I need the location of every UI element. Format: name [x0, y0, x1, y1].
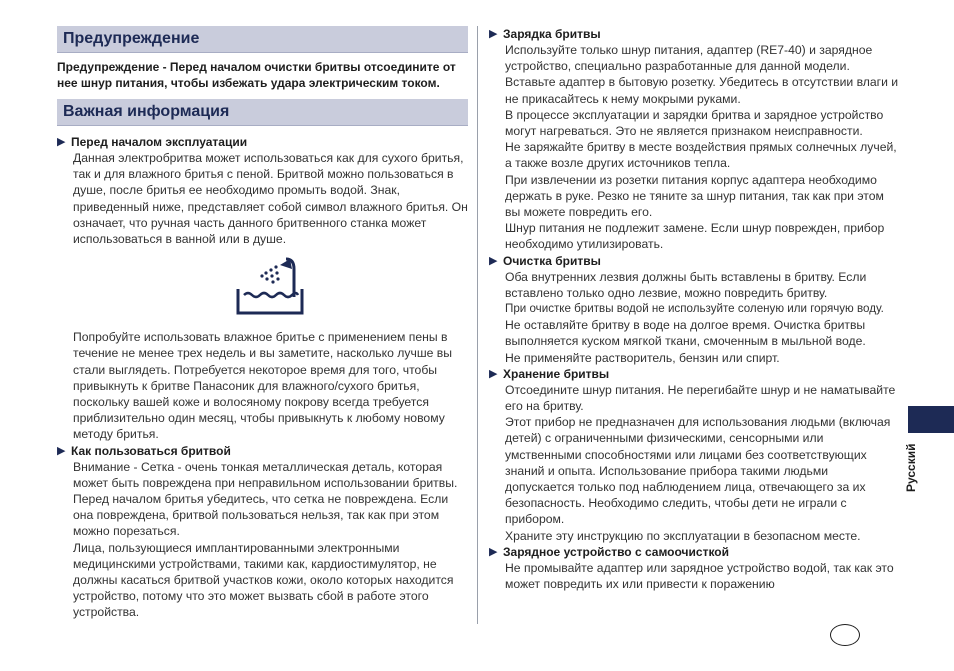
item-heading-how-to-use — [57, 443, 468, 459]
language-tab-marker — [908, 406, 954, 433]
triangle-right-icon: ▶ — [57, 444, 66, 457]
heading-text: Как пользоваться бритвой — [71, 443, 231, 458]
important-header: Важная информация — [57, 99, 468, 126]
paragraph: Лица, пользующиеся имплантированными электронными медицинскими устройствами, такими как, кардиостимулятор, не должны касаться бритвой участков кожи, около которых находится устройство, потому что это может вызвать сбой в работе этого устройства. — [73, 540, 454, 620]
heading-text: Перед началом эксплуатации — [71, 135, 248, 149]
paragraph: Оба внутренних лезвия должны быть вставлены в бритву. Если вставлено только одно лезвие, можно повредить бритву. — [505, 269, 867, 300]
paragraph: Внимание - Сетка - очень тонкая металлическая деталь, которая может быть повреждена при неправильном использовании бритвы. Перед началом бритья убедитесь, что сетка не повреждена. Если она повреждена, бритвой пользоваться нельзя, так как при этом можно порезаться. — [73, 459, 458, 539]
paragraph: Не промывайте адаптер или зарядное устройство водой, так как это может повредить их или привести к поражению — [505, 560, 894, 592]
item-heading-self-cleaning — [489, 544, 899, 560]
triangle-right-icon: ▶ — [489, 28, 498, 40]
paragraph: Попробуйте использовать влажное бритье с применением пены в течение не менее трех недель и вы заметите, насколько лучше вы стали выглядеть. Потребуется некоторое время для того, чтобы привыкнуть к бритве Панасоник для влажного/сухого бритья, поскольку вашей коже и волосяному покрову всегда требуется приблизительно один месяц, чтобы привыкнуть к любому новому методу бритья. — [73, 330, 453, 442]
triangle-right-icon: ▶ — [57, 136, 66, 148]
item-heading-before-use — [57, 134, 468, 150]
paragraph: Храните эту инструкцию по эксплуатации в безопасном месте. — [505, 528, 861, 543]
symbol-area — [57, 247, 468, 329]
heading-text: Очистка бритвы — [503, 253, 601, 268]
paragraph: В процессе эксплуатации и зарядки бритва и зарядное устройство могут нагреваться. Это не является признаком неисправности. — [505, 107, 884, 139]
paragraph: Этот прибор не предназначен для использования людьми (включая детей) с ограниченными физическими, сенсорными или умственными способностями или лицами без соответствующих знаний и опыта. Использование прибора такими людьми допускается только под наблюдением лица, отвечающего за их безопасность. Необходимо следить, чтобы дети не играли с прибором. — [505, 415, 891, 527]
heading-text: Хранение бритвы — [503, 366, 610, 381]
paragraph: Используйте только шнур питания, адаптер (RE7-40) и зарядное устройство, специально разработанные для данной модели. Вставьте адаптер в бытовую розетку. Убедитесь в отсутствии влаги и не прикасайтесь к нему мокрыми руками. — [505, 43, 899, 106]
page-number-oval — [830, 624, 860, 646]
paragraph: При извлечении из розетки питания корпус адаптера необходимо держать в руке. Резко не тяните за шнур питания, так как при этом вы можете повредить его. — [505, 172, 884, 220]
paragraph: Не применяйте растворитель, бензин или спирт. — [505, 350, 780, 365]
paragraph: Отсоедините шнур питания. Не перегибайте шнур и не наматывайте его на бритву. — [505, 382, 896, 414]
language-label: Русский — [904, 443, 918, 492]
heading-text: Зарядка бритвы — [503, 27, 601, 41]
paragraph: Данная электробритва может использоваться как для сухого бритья, так и для влажного бритья с пеной. Бритвой можно пользоваться в душе, после бритья ее необходимо промыть водой. Знак, приведенный ниже, представляет собой символ влажного бритья. Он означает, что ручная часть данного бритвенного станка может использоваться в ванной или в душе. — [73, 151, 468, 247]
paragraph: Шнур питания не подлежит замене. Если шнур поврежден, прибор необходимо утилизировать. — [505, 221, 885, 252]
item-heading-cleaning — [489, 253, 899, 269]
item-heading-storage — [489, 366, 899, 382]
triangle-right-icon: ▶ — [489, 367, 498, 380]
paragraph: Не заряжайте бритву в месте воздействия прямых солнечных лучей, а также возле других источников тепла. — [505, 140, 897, 171]
triangle-right-icon: ▶ — [489, 545, 498, 558]
right-column — [489, 26, 899, 592]
paragraph: При очистке бритвы водой не используйте соленую или горячую воду. — [505, 302, 884, 316]
warning-header: Предупреждение — [57, 26, 468, 53]
column-divider — [477, 26, 478, 624]
heading-text: Зарядное устройство с самоочисткой — [503, 544, 729, 559]
warning-text: Предупреждение - Перед началом очистки бритвы отсоедините от нее шнур питания, чтобы избежать удара электрическим током. — [57, 60, 456, 90]
shower-bath-icon — [236, 257, 306, 317]
item-heading-charging — [489, 26, 899, 42]
left-column — [57, 26, 468, 621]
triangle-right-icon: ▶ — [489, 254, 498, 267]
paragraph: Не оставляйте бритву в воде на долгое время. Очистка бритвы выполняется куском мягкой ткани, смоченным в мыльной воде. — [505, 318, 866, 349]
